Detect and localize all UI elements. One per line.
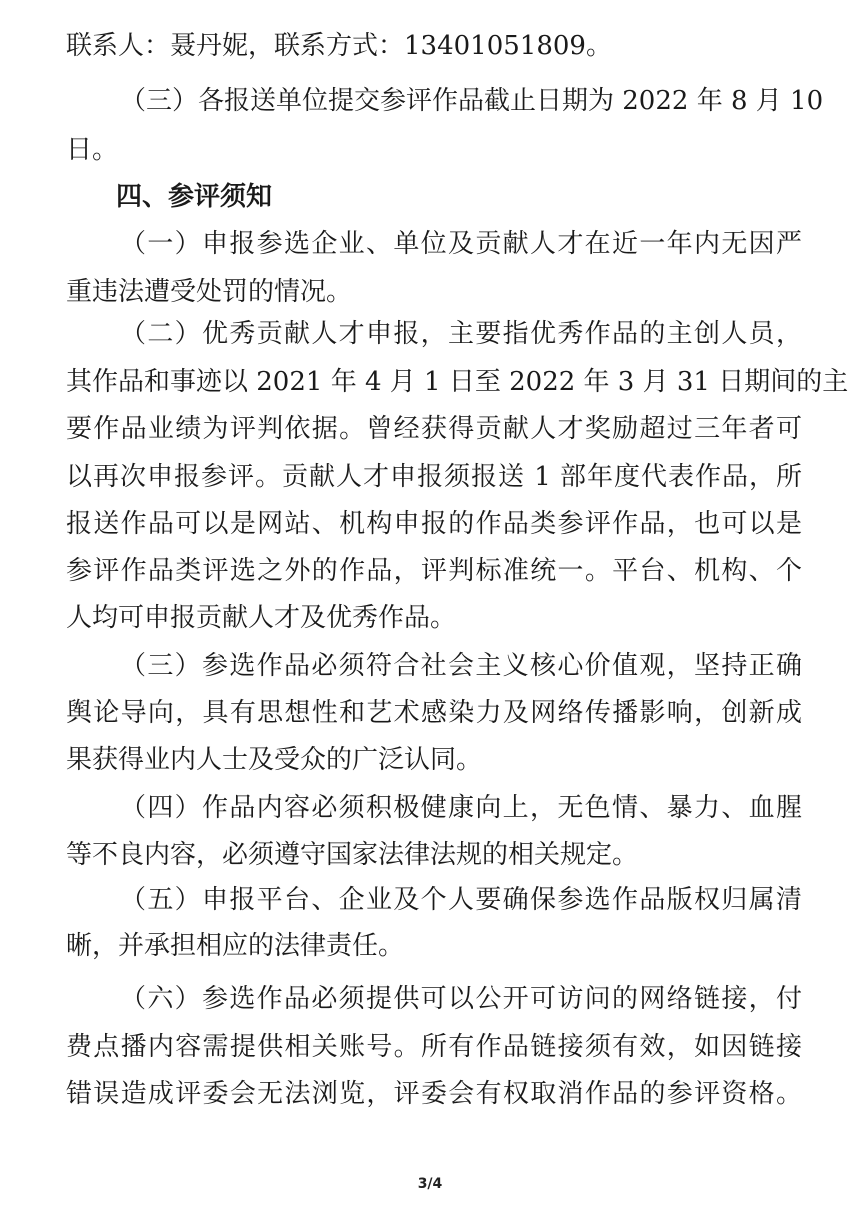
paragraph-line: 其作品和事迹以 2021 年 4 月 1 日至 2022 年 3 月 31 日期间的主 bbox=[66, 367, 849, 397]
page-number: 3/4 bbox=[417, 1176, 443, 1192]
paragraph-line: 要作品业绩为评判依据。曾经获得贡献人才奖励超过三年者可 bbox=[66, 414, 802, 444]
paragraph-line: 果获得业内人士及受众的广泛认同。 bbox=[66, 745, 483, 775]
paragraph-line: 错误造成评委会无法浏览，评委会有权取消作品的参评资格。 bbox=[66, 1079, 802, 1109]
section-heading: 四、参评须知 bbox=[116, 182, 273, 212]
paragraph-line: （二）优秀贡献人才申报，主要指优秀作品的主创人员， bbox=[120, 319, 802, 349]
paragraph-line: 费点播内容需提供相关账号。所有作品链接须有效，如因链接 bbox=[66, 1032, 802, 1062]
paragraph-line: 参评作品类评选之外的作品，评判标准统一。平台、机构、个 bbox=[66, 556, 802, 586]
paragraph-line: 人均可申报贡献人才及优秀作品。 bbox=[66, 603, 457, 633]
paragraph-line: 日。 bbox=[66, 135, 119, 165]
paragraph-line: 重违法遭受处罚的情况。 bbox=[66, 277, 353, 307]
paragraph-line: 报送作品可以是网站、机构申报的作品类参评作品，也可以是 bbox=[66, 509, 802, 539]
paragraph-line: （六）参选作品必须提供可以公开可访问的网络链接，付 bbox=[120, 984, 802, 1014]
paragraph-line: 舆论导向，具有思想性和艺术感染力及网络传播影响，创新成 bbox=[66, 698, 802, 728]
paragraph-line: （三）参选作品必须符合社会主义核心价值观，坚持正确 bbox=[120, 651, 802, 681]
paragraph-line: 等不良内容，必须遵守国家法律法规的相关规定。 bbox=[66, 840, 639, 870]
paragraph-line: 晰，并承担相应的法律责任。 bbox=[66, 931, 405, 961]
paragraph-line: （四）作品内容必须积极健康向上，无色情、暴力、血腥 bbox=[120, 793, 802, 823]
contact-line: 联系人：聂丹妮，联系方式：13401051809。 bbox=[66, 31, 612, 61]
paragraph-line: （五）申报平台、企业及个人要确保参选作品版权归属清 bbox=[120, 885, 802, 915]
paragraph-line: 以再次申报参评。贡献人才申报须报送 1 部年度代表作品，所 bbox=[66, 462, 802, 492]
paragraph-line: （一）申报参选企业、单位及贡献人才在近一年内无因严 bbox=[120, 229, 802, 259]
paragraph-line: （三）各报送单位提交参评作品截止日期为 2022 年 8 月 10 bbox=[120, 86, 824, 116]
